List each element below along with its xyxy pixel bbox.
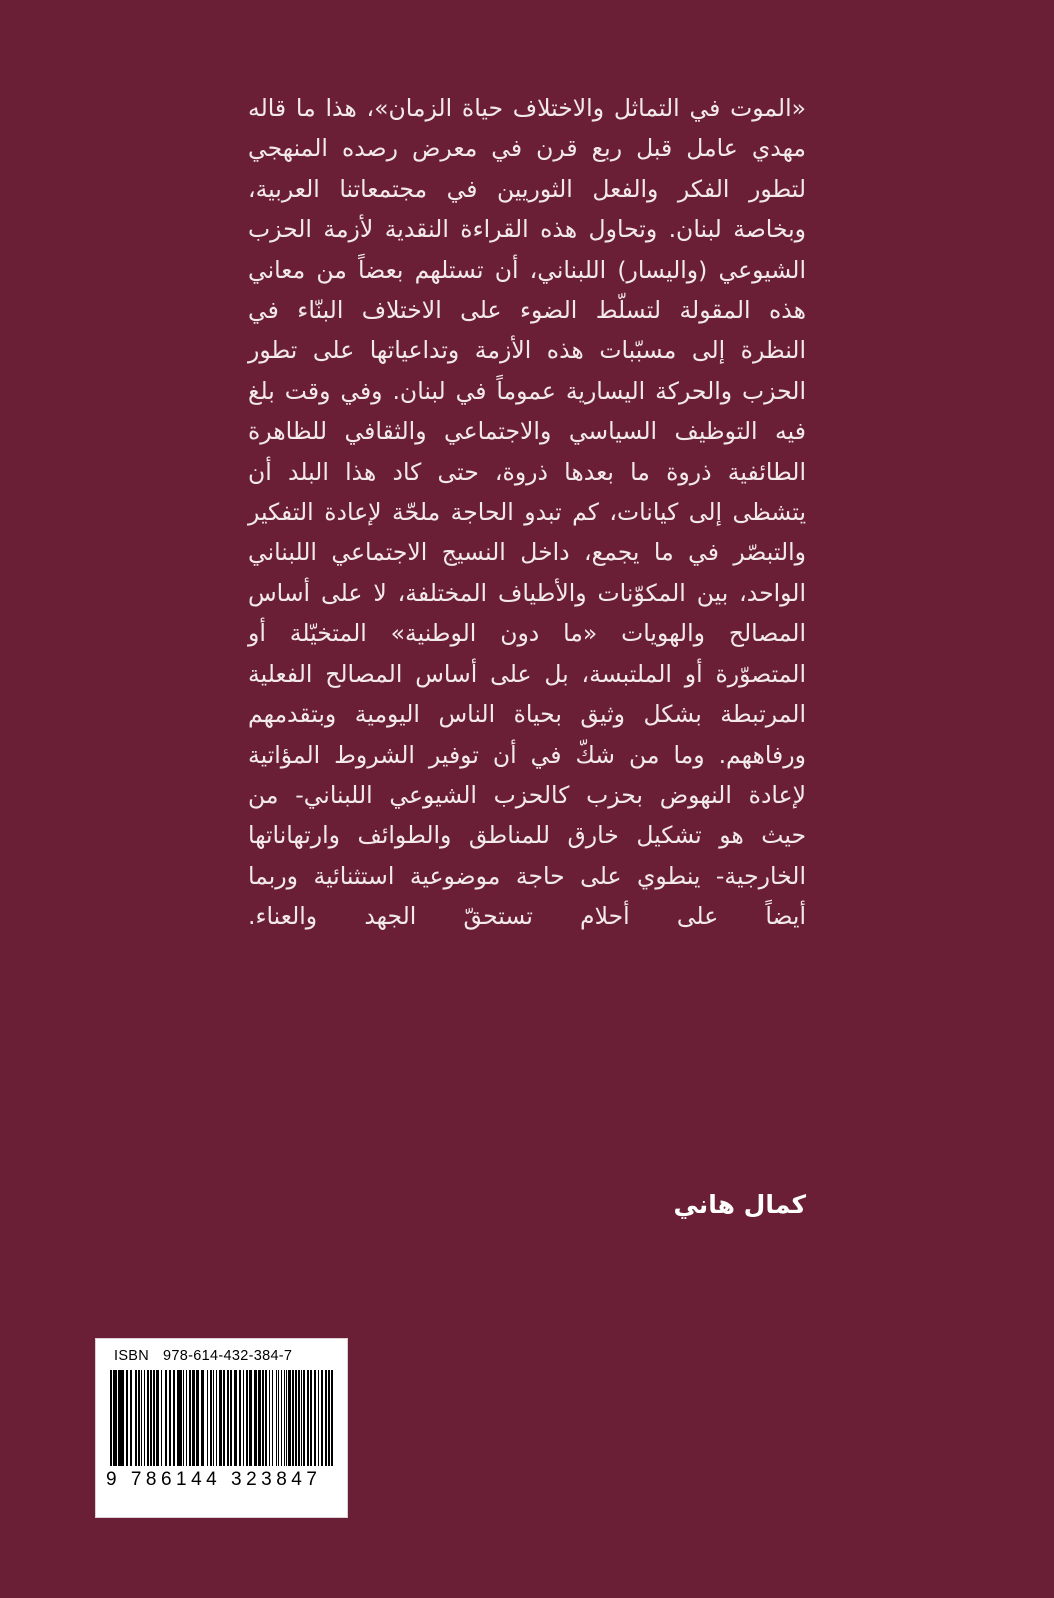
isbn-number: 978-614-432-384-7 bbox=[163, 1348, 293, 1364]
barcode-bars bbox=[110, 1370, 332, 1466]
author-name: كمال هاني bbox=[673, 1190, 806, 1219]
blurb-text: «الموت في التماثل والاختلاف حياة الزمان»، هذا ما قاله مهدي عامل قبل ربع قرن في معرض رصده المنهجي لتطور الفكر والفعل الثوريين في مجتمعاتنا العربية، وبخاصة لبنان. وتحاول هذه القراءة النقدية لأزمة الحزب الشيوعي (واليسار) اللبناني، أن تستلهم بعضاً من معاني هذه المقولة لتسلّط الضوء على الاختلاف البنّاء في النظرة إلى مسبّبات هذه الأزمة وتداعياتها على تطور الحزب والحركة اليسارية عموماً في لبنان. وفي وقت بلغ فيه التوظيف السياسي والاجتماعي والثقافي للظاهرة الطائفية ذروة ما بعدها ذروة، حتى كاد هذا البلد أن يتشظى إلى كيانات، كم تبدو الحاجة ملحّة لإعادة التفكير والتبصّر في ما يجمع، داخل النسيج الاجتماعي اللبناني الواحد، بين المكوّنات والأطياف المختلفة، لا على أساس المصالح والهويات «ما دون الوطنية» المتخيّلة أو المتصوّرة أو الملتبسة، بل على أساس المصالح الفعلية المرتبطة بشكل وثيق بحياة الناس اليومية وبتقدمهم ورفاههم. وما من شكّ في أن توفير الشروط المؤاتية لإعادة النهوض بحزب كالحزب الشيوعي اللبناني- من حيث هو تشكيل خارق للمناطق والطوائف وارتهاناتها الخارجية- ينطوي على حاجة موضوعية استثنائية وربما أيضاً على أحلام تستحقّ الجهد والعناء. bbox=[248, 94, 806, 931]
back-cover-blurb bbox=[248, 88, 806, 937]
isbn-label: ISBN bbox=[114, 1348, 150, 1364]
isbn-barcode bbox=[95, 1338, 348, 1518]
ean-digits: 9 786144 323847 bbox=[106, 1469, 322, 1490]
isbn-line bbox=[96, 1339, 347, 1364]
